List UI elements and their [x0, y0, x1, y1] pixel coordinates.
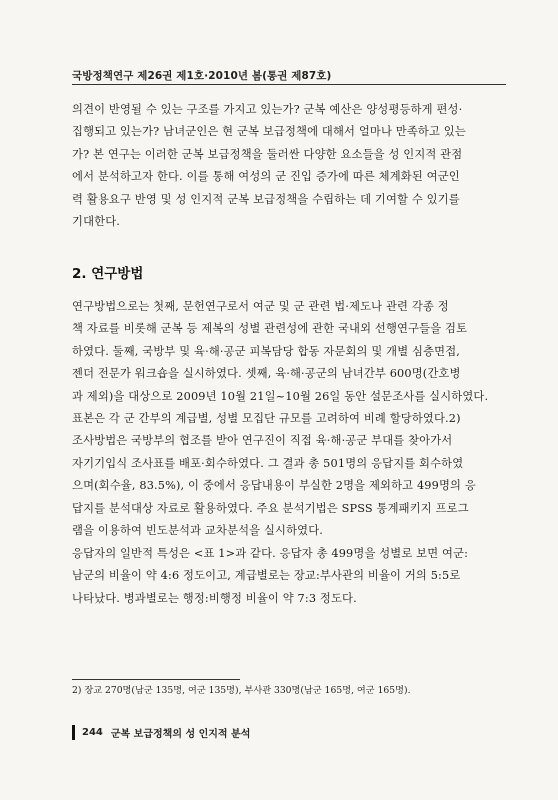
running-header: 국방정책연구 제26권 제1호·2010년 봄(통권 제87호) — [72, 70, 332, 82]
page-footer — [72, 724, 250, 740]
footer-bar-mark — [72, 725, 75, 740]
footer-title: 군복 보급정책의 성 인지적 분석 — [110, 728, 251, 740]
footnote: 2) 장교 270명(남군 135명, 여군 135명), 부사관 330명(남군 165명, 여군 165명). — [72, 685, 411, 696]
section-heading: 2. 연구방법 — [72, 266, 144, 282]
footnote-divider — [72, 679, 240, 680]
page-number: 244 — [82, 726, 103, 738]
paragraph-2: 연구방법으로는 첫째, 문헌연구로서 여군 및 군 관련 법·제도나 관련 각종 정 책 자료를 비롯해 군복 등 제복의 성별 관련성에 관한 국내외 선행연구들을 검토 하였다. 둘째, 국방부 및 육·해·공군 피복담당 합동 자문회의 및 개별 심층면접, 젠더 전문가 워크숍을 실시하였다. 셋째, 육·해·공군의 남녀간부 600명(간호병 과 제외)을 대상으로 2009년 10월 21일~10월 26일 동안 설문조사를 실시하였다. 표본은 각 군 간부의 계급별, 성별 모집단 규모를 고려하여 비례 할당하였다.2) 조사방법은 국방부의 협조를 받아 연구진이 직접 육·해·공군 부대를 찾아가서 자기기입식 조사표를 배포·회수하였다. 그 결과 총 501명의 응답지를 회수하였 으며(회수율, 83.5%), 이 중에서 응답내용이 부실한 2명을 제외하고 499명의 응 답지를 분석대상 자료로 활용하였다. 주요 분석기법은 SPSS 통계패키지 프로그 램을 이용하여 빈도분석과 교차분석을 실시하였다. — [72, 300, 489, 538]
paragraph-3: 응답자의 일반적 특성은 <표 1>과 같다. 응답자 총 499명을 성별로 보면 여군: 남군의 비율이 약 4:6 정도이고, 계급별로는 장교:부사관의 비율이 거의 5:5로 나타났다. 병과별로는 행정:비행정 비율이 약 7:3 정도다. — [72, 547, 469, 605]
paragraph-1: 의견이 반영될 수 있는 구조를 가지고 있는가? 군복 예산은 양성평등하게 편성· 집행되고 있는가? 남녀군인은 현 군복 보급정책에 대해서 얼마나 만족하고 있는 가? 본 연구는 이러한 군복 보급정책을 둘러싼 다양한 요소들을 성 인지적 관점 에서 분석하고자 한다. 이를 통해 여성의 군 진입 증가에 따른 체계화된 여군인 력 활용요구 반영 및 성 인지적 군복 보급정책을 수립하는 데 기여할 수 있기를 기대한다. — [72, 103, 466, 229]
header-divider — [72, 84, 506, 85]
